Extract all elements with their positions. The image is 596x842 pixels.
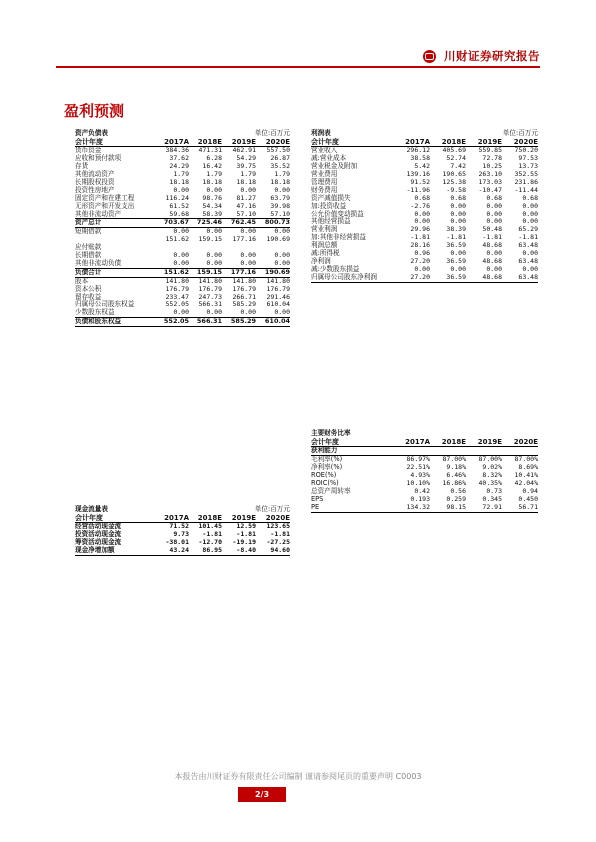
cell-value: 291.46 <box>266 292 290 301</box>
row-label: 减:少数股东损益 <box>311 264 360 273</box>
cell-value: 0.00 <box>173 227 189 236</box>
cell-value: 233.47 <box>165 292 189 301</box>
cell-value: 12.59 <box>236 522 256 531</box>
cell-value: 9.02% <box>482 463 502 472</box>
cell-value: 585.29 <box>232 300 256 309</box>
cell-value: 10.25 <box>482 162 502 171</box>
cell-value: 352.55 <box>514 170 538 179</box>
cell-value: 63.48 <box>502 274 538 282</box>
cell-value: 86.95 <box>189 547 222 555</box>
footer-disclaimer: 本报告由川财证券有限责任公司编制 谨请参阅尾页的重要声明 C0003 <box>174 772 422 781</box>
income-statement-unit: 单位:百万元 <box>502 129 538 137</box>
cell-value: 6.28 <box>206 154 222 163</box>
row-label: 长期股权投资 <box>75 177 115 186</box>
cell-value: 26.87 <box>270 154 290 163</box>
row-label: 现金净增加额 <box>75 547 153 555</box>
cell-value: 18.18 <box>202 177 222 186</box>
row-label: 营业费用 <box>311 170 338 179</box>
cell-value: 151.62 <box>165 235 189 244</box>
cell-value: 18.18 <box>270 177 290 186</box>
cell-value: 40.35% <box>478 478 502 487</box>
row-label: 货币资金 <box>75 146 102 155</box>
cell-value: 177.16 <box>222 268 256 277</box>
cell-value: 610.04 <box>266 300 290 309</box>
cell-value: 296.12 <box>406 146 430 155</box>
brand-logo-icon <box>423 50 436 63</box>
cell-value: 159.15 <box>198 235 222 244</box>
cell-value: 139.16 <box>406 170 430 179</box>
cell-value: -11.44 <box>514 185 538 194</box>
cell-value: 0.00 <box>274 185 290 194</box>
year-col: 2020E <box>502 138 538 147</box>
cell-value: 8.69% <box>518 463 538 472</box>
row-label: 净利率(%) <box>311 463 343 472</box>
table-row <box>75 268 290 277</box>
cell-value: 43.24 <box>153 547 189 555</box>
cell-value: 37.62 <box>169 154 189 163</box>
cell-value: -1.81 <box>202 530 222 539</box>
cell-value: 0.00 <box>414 264 430 273</box>
year-label: 会计年度 <box>75 138 153 147</box>
cell-value: 72.78 <box>482 154 502 163</box>
cell-value: 176.79 <box>165 284 189 293</box>
cell-value: 159.15 <box>189 268 222 277</box>
cell-value: 27.20 <box>410 256 430 265</box>
cell-value: 0.68 <box>522 193 538 202</box>
income-statement-title: 利润表 <box>311 129 331 137</box>
cell-value: 0.00 <box>522 217 538 226</box>
cell-value: 10.10% <box>406 478 430 487</box>
cell-value: 59.68 <box>169 209 189 218</box>
cell-value: 750.20 <box>514 146 538 155</box>
cell-value: 86.97% <box>406 455 430 464</box>
row-label: 资产减值损失 <box>311 193 351 202</box>
cell-value: 0.00 <box>173 250 189 259</box>
cell-value: 141.80 <box>232 276 256 285</box>
cell-value: 36.59 <box>446 241 466 250</box>
cell-value: -11.96 <box>406 185 430 194</box>
header-brand <box>423 48 540 64</box>
year-col: 2020E <box>256 514 290 523</box>
cell-value: -1.81 <box>482 233 502 242</box>
row-label: 少数股东权益 <box>75 308 115 317</box>
cell-value: 552.05 <box>165 300 189 309</box>
row-label: 留存收益 <box>75 292 102 301</box>
cell-value: 39.98 <box>270 201 290 210</box>
cell-value: 0.68 <box>414 193 430 202</box>
cell-value: 71.52 <box>169 522 189 531</box>
year-col: 2019E <box>222 138 256 147</box>
cell-value: -1.81 <box>270 530 290 539</box>
row-label: 总资产周转率 <box>311 486 351 495</box>
cell-value: 101.45 <box>198 522 222 531</box>
cell-value: 263.10 <box>478 170 502 179</box>
cell-value: 94.60 <box>256 547 290 555</box>
row-label: 其他经营损益 <box>311 217 351 226</box>
cell-value: 0.00 <box>274 308 290 317</box>
cell-value: 63.48 <box>518 256 538 265</box>
financial-ratios-title: 主要财务比率 <box>311 429 351 437</box>
cell-value: 28.16 <box>410 241 430 250</box>
cell-value: 0.73 <box>486 486 502 495</box>
year-col: 2018E <box>430 138 466 147</box>
cell-value: 0.00 <box>414 217 430 226</box>
row-label: PE <box>311 504 394 512</box>
row-label: 应收和预付款项 <box>75 154 122 163</box>
cash-flow-title: 现金流量表 <box>75 505 108 513</box>
year-col: 2020E <box>256 138 290 147</box>
cell-value: 35.52 <box>270 162 290 171</box>
cell-value: -27.25 <box>266 538 290 547</box>
cell-value: 610.04 <box>256 318 290 327</box>
cell-value: 54.29 <box>236 154 256 163</box>
row-label: 投资性房地产 <box>75 185 115 194</box>
cell-value: 9.18% <box>446 463 466 472</box>
year-label: 会计年度 <box>311 138 394 147</box>
cell-value: 6.46% <box>446 471 466 480</box>
cell-value: 91.52 <box>410 177 430 186</box>
cell-value: -10.47 <box>478 185 502 194</box>
cell-value: -12.70 <box>198 538 222 547</box>
cell-value: 176.79 <box>266 284 290 293</box>
cell-value: 585.29 <box>222 318 256 327</box>
income-statement-table <box>311 130 538 283</box>
financial-ratios-table <box>311 430 538 513</box>
row-label: 减:营业成本 <box>311 154 347 163</box>
cell-value: 18.18 <box>236 177 256 186</box>
cell-value: 50.48 <box>482 225 502 234</box>
cell-value: 0.68 <box>450 193 466 202</box>
row-label: 其他流动资产 <box>75 170 115 179</box>
cell-value: 0.68 <box>486 193 502 202</box>
cell-value: 38.58 <box>410 154 430 163</box>
cell-value: 725.46 <box>189 219 222 228</box>
cell-value: 247.73 <box>198 292 222 301</box>
cell-value: 61.52 <box>169 201 189 210</box>
cell-value: -1.81 <box>410 233 430 242</box>
cell-value: 0.193 <box>410 494 430 503</box>
cell-value: 1.79 <box>240 170 256 179</box>
cell-value: 0.00 <box>240 185 256 194</box>
ratios-section-label: 获利能力 <box>311 447 538 456</box>
cell-value: 0.00 <box>450 201 466 210</box>
cell-value: 0.00 <box>240 258 256 267</box>
cell-value: 566.31 <box>189 318 222 327</box>
row-label: 股本 <box>75 276 89 285</box>
cell-value: 559.85 <box>478 146 502 155</box>
cell-value: 16.86% <box>442 478 466 487</box>
cell-value: 0.56 <box>450 486 466 495</box>
row-label: 营业利润 <box>311 225 338 234</box>
cell-value: 0.00 <box>240 250 256 259</box>
cell-value: 176.79 <box>232 284 256 293</box>
cell-value: 57.10 <box>236 209 256 218</box>
cell-value: 22.51% <box>406 463 430 472</box>
cell-value: 141.80 <box>198 276 222 285</box>
cell-value: 123.65 <box>266 522 290 531</box>
cell-value: 0.00 <box>486 209 502 218</box>
cell-value: 81.27 <box>236 193 256 202</box>
cell-value: 8.32% <box>482 471 502 480</box>
row-label: 短期借款 <box>75 227 102 236</box>
cell-value: 58.39 <box>202 209 222 218</box>
cell-value: 0.00 <box>486 217 502 226</box>
year-col: 2020E <box>502 438 538 447</box>
year-col: 2017A <box>153 514 189 523</box>
table-row <box>311 504 538 512</box>
row-label: 净利润 <box>311 256 331 265</box>
cell-value: 0.00 <box>274 250 290 259</box>
cell-value: 36.59 <box>430 274 466 282</box>
table-row <box>311 274 538 282</box>
cell-value: 65.29 <box>518 225 538 234</box>
cell-value: 231.86 <box>514 177 538 186</box>
cell-value: 134.32 <box>394 504 430 512</box>
row-label: 毛利率(%) <box>311 455 343 464</box>
cell-value: 9.73 <box>173 530 189 539</box>
cell-value: 1.79 <box>274 170 290 179</box>
row-label: ROIC(%) <box>311 478 339 487</box>
cell-value: 52.74 <box>446 154 466 163</box>
cell-value: 10.41% <box>514 471 538 480</box>
cell-value: 47.16 <box>236 201 256 210</box>
table-row <box>75 547 290 555</box>
row-label: ROE(%) <box>311 471 337 480</box>
year-label: 会计年度 <box>75 514 153 523</box>
row-label: EPS <box>311 494 324 503</box>
cell-value: 0.00 <box>173 308 189 317</box>
year-col: 2017A <box>394 438 430 447</box>
row-label: 营业税金及附加 <box>311 162 358 171</box>
year-col: 2017A <box>394 138 430 147</box>
cell-value: 177.16 <box>232 235 256 244</box>
row-label: 管理费用 <box>311 177 338 186</box>
row-label: 负债合计 <box>75 268 153 277</box>
cash-flow-table <box>75 506 290 556</box>
year-col: 2019E <box>222 514 256 523</box>
cell-value: 173.03 <box>478 177 502 186</box>
cell-value: -8.40 <box>222 547 256 555</box>
cell-value: 0.00 <box>450 249 466 258</box>
row-label: 加:其他非经营损益 <box>311 233 366 242</box>
cell-value: 0.00 <box>522 201 538 210</box>
cell-value: 0.96 <box>414 249 430 258</box>
cell-value: 0.00 <box>240 227 256 236</box>
cell-value: -38.01 <box>165 538 189 547</box>
row-label: 无形资产和开发支出 <box>75 201 135 210</box>
cell-value: 56.71 <box>502 504 538 512</box>
cell-value: 0.00 <box>173 258 189 267</box>
cell-value: 48.68 <box>482 256 502 265</box>
cell-value: 0.42 <box>414 486 430 495</box>
page-number: 2/3 <box>238 787 286 802</box>
cell-value: 7.42 <box>450 162 466 171</box>
cell-value: 0.259 <box>446 494 466 503</box>
cell-value: 762.45 <box>222 219 256 228</box>
cell-value: 0.450 <box>518 494 538 503</box>
cell-value: 24.29 <box>169 162 189 171</box>
brand-name: 川财证券研究报告 <box>444 49 540 63</box>
balance-sheet-table <box>75 130 290 327</box>
cell-value: 63.48 <box>518 241 538 250</box>
cell-value: 5.42 <box>414 162 430 171</box>
row-label: 长期借款 <box>75 250 102 259</box>
cell-value: 141.80 <box>266 276 290 285</box>
cell-value: 27.20 <box>394 274 430 282</box>
cell-value: 29.96 <box>410 225 430 234</box>
year-col: 2019E <box>466 138 502 147</box>
cell-value: 190.69 <box>256 268 290 277</box>
cell-value: -1.81 <box>518 233 538 242</box>
row-label: 存货 <box>75 162 89 171</box>
cell-value: 0.00 <box>522 209 538 218</box>
cell-value: 0.00 <box>206 185 222 194</box>
cell-value: 72.91 <box>466 504 502 512</box>
cell-value: 48.68 <box>482 241 502 250</box>
cell-value: 0.00 <box>274 227 290 236</box>
row-label: 公允价值变动损益 <box>311 209 364 218</box>
cell-value: 116.24 <box>165 193 189 202</box>
header-divider <box>56 66 540 68</box>
cell-value: 18.18 <box>169 177 189 186</box>
row-label: 归属母公司股东权益 <box>75 300 135 309</box>
row-label: 财务费用 <box>311 185 338 194</box>
cell-value: 36.59 <box>446 256 466 265</box>
year-col: 2018E <box>189 514 222 523</box>
cell-value: 63.79 <box>270 193 290 202</box>
cell-value: 0.00 <box>522 264 538 273</box>
row-label: 筹资活动现金流 <box>75 538 122 547</box>
cell-value: 13.73 <box>518 162 538 171</box>
row-label: 资产总计 <box>75 219 153 228</box>
cell-value: -1.81 <box>446 233 466 242</box>
table-row <box>75 318 290 327</box>
year-col: 2017A <box>153 138 189 147</box>
cell-value: 1.79 <box>206 170 222 179</box>
cell-value: 190.65 <box>442 170 466 179</box>
row-label: 投资活动现金流 <box>75 530 122 539</box>
cell-value: 87.00% <box>442 455 466 464</box>
cell-value: 557.50 <box>266 146 290 155</box>
cell-value: -9.58 <box>446 185 466 194</box>
cell-value: 0.00 <box>414 209 430 218</box>
cell-value: 16.42 <box>202 162 222 171</box>
cell-value: 0.94 <box>522 486 538 495</box>
cell-value: 0.00 <box>450 209 466 218</box>
row-label: 营业收入 <box>311 146 338 155</box>
cell-value: 405.69 <box>442 146 466 155</box>
row-label: 负债和股东权益 <box>75 318 153 327</box>
row-label: 加:投资收益 <box>311 201 347 210</box>
year-col: 2018E <box>430 438 466 447</box>
cell-value: 151.62 <box>153 268 189 277</box>
row-label: 经营活动现金流 <box>75 522 122 531</box>
cash-flow-unit: 单位:百万元 <box>254 505 290 513</box>
cell-value: 98.76 <box>202 193 222 202</box>
cell-value: 566.31 <box>198 300 222 309</box>
row-label: 利润总额 <box>311 241 338 250</box>
cell-value: 0.00 <box>206 308 222 317</box>
cell-value: -19.19 <box>232 538 256 547</box>
cell-value: -1.81 <box>236 530 256 539</box>
balance-sheet-unit: 单位:百万元 <box>254 129 290 137</box>
cell-value: 0.00 <box>173 185 189 194</box>
cell-value: 0.00 <box>486 201 502 210</box>
year-label: 会计年度 <box>311 438 394 447</box>
cell-value: 471.31 <box>198 146 222 155</box>
cell-value: 176.79 <box>198 284 222 293</box>
row-label: 其他非流动负债 <box>75 258 122 267</box>
cell-value: 266.71 <box>232 292 256 301</box>
year-col: 2019E <box>466 438 502 447</box>
year-col: 2018E <box>189 138 222 147</box>
cell-value: 384.36 <box>165 146 189 155</box>
cell-value: 98.15 <box>430 504 466 512</box>
cell-value: 0.00 <box>486 264 502 273</box>
ratios-header-row <box>311 438 538 447</box>
cell-value: 42.04% <box>514 478 538 487</box>
cell-value: 38.39 <box>446 225 466 234</box>
cell-value: 0.345 <box>482 494 502 503</box>
row-label: 减:所得税 <box>311 249 340 258</box>
section-title: 盈利预测 <box>64 102 125 120</box>
row-label: 固定资产和在建工程 <box>75 193 135 202</box>
cell-value: 800.73 <box>256 219 290 228</box>
cell-value: 57.10 <box>270 209 290 218</box>
balance-sheet-title: 资产负债表 <box>75 129 108 137</box>
cell-value: 0.00 <box>274 258 290 267</box>
row-label: 资本公积 <box>75 284 102 293</box>
cell-value: 141.80 <box>165 276 189 285</box>
cell-value: 0.00 <box>486 249 502 258</box>
cell-value: 1.79 <box>173 170 189 179</box>
cell-value: 0.00 <box>206 258 222 267</box>
cell-value: 703.67 <box>153 219 189 228</box>
cell-value: 39.75 <box>236 162 256 171</box>
cell-value: 0.00 <box>240 308 256 317</box>
cell-value: 4.93% <box>410 471 430 480</box>
cell-value: 0.00 <box>206 250 222 259</box>
cell-value: 0.00 <box>450 264 466 273</box>
cell-value: 48.68 <box>466 274 502 282</box>
cell-value: 87.00% <box>478 455 502 464</box>
row-label: 归属母公司股东净利润 <box>311 274 394 282</box>
cell-value: 462.91 <box>232 146 256 155</box>
cell-value: 0.00 <box>206 227 222 236</box>
cell-value: 0.00 <box>450 217 466 226</box>
row-label: 应付账款 <box>75 243 102 252</box>
cell-value: 54.34 <box>202 201 222 210</box>
table-row <box>75 236 290 244</box>
row-label: 其他非流动资产 <box>75 209 122 218</box>
cell-value: 190.69 <box>266 235 290 244</box>
cell-value: -2.76 <box>410 201 430 210</box>
cell-value: 125.38 <box>442 177 466 186</box>
cell-value: 552.05 <box>153 318 189 327</box>
cell-value: 0.00 <box>522 249 538 258</box>
cell-value: 87.00% <box>514 455 538 464</box>
cell-value: 97.53 <box>518 154 538 163</box>
